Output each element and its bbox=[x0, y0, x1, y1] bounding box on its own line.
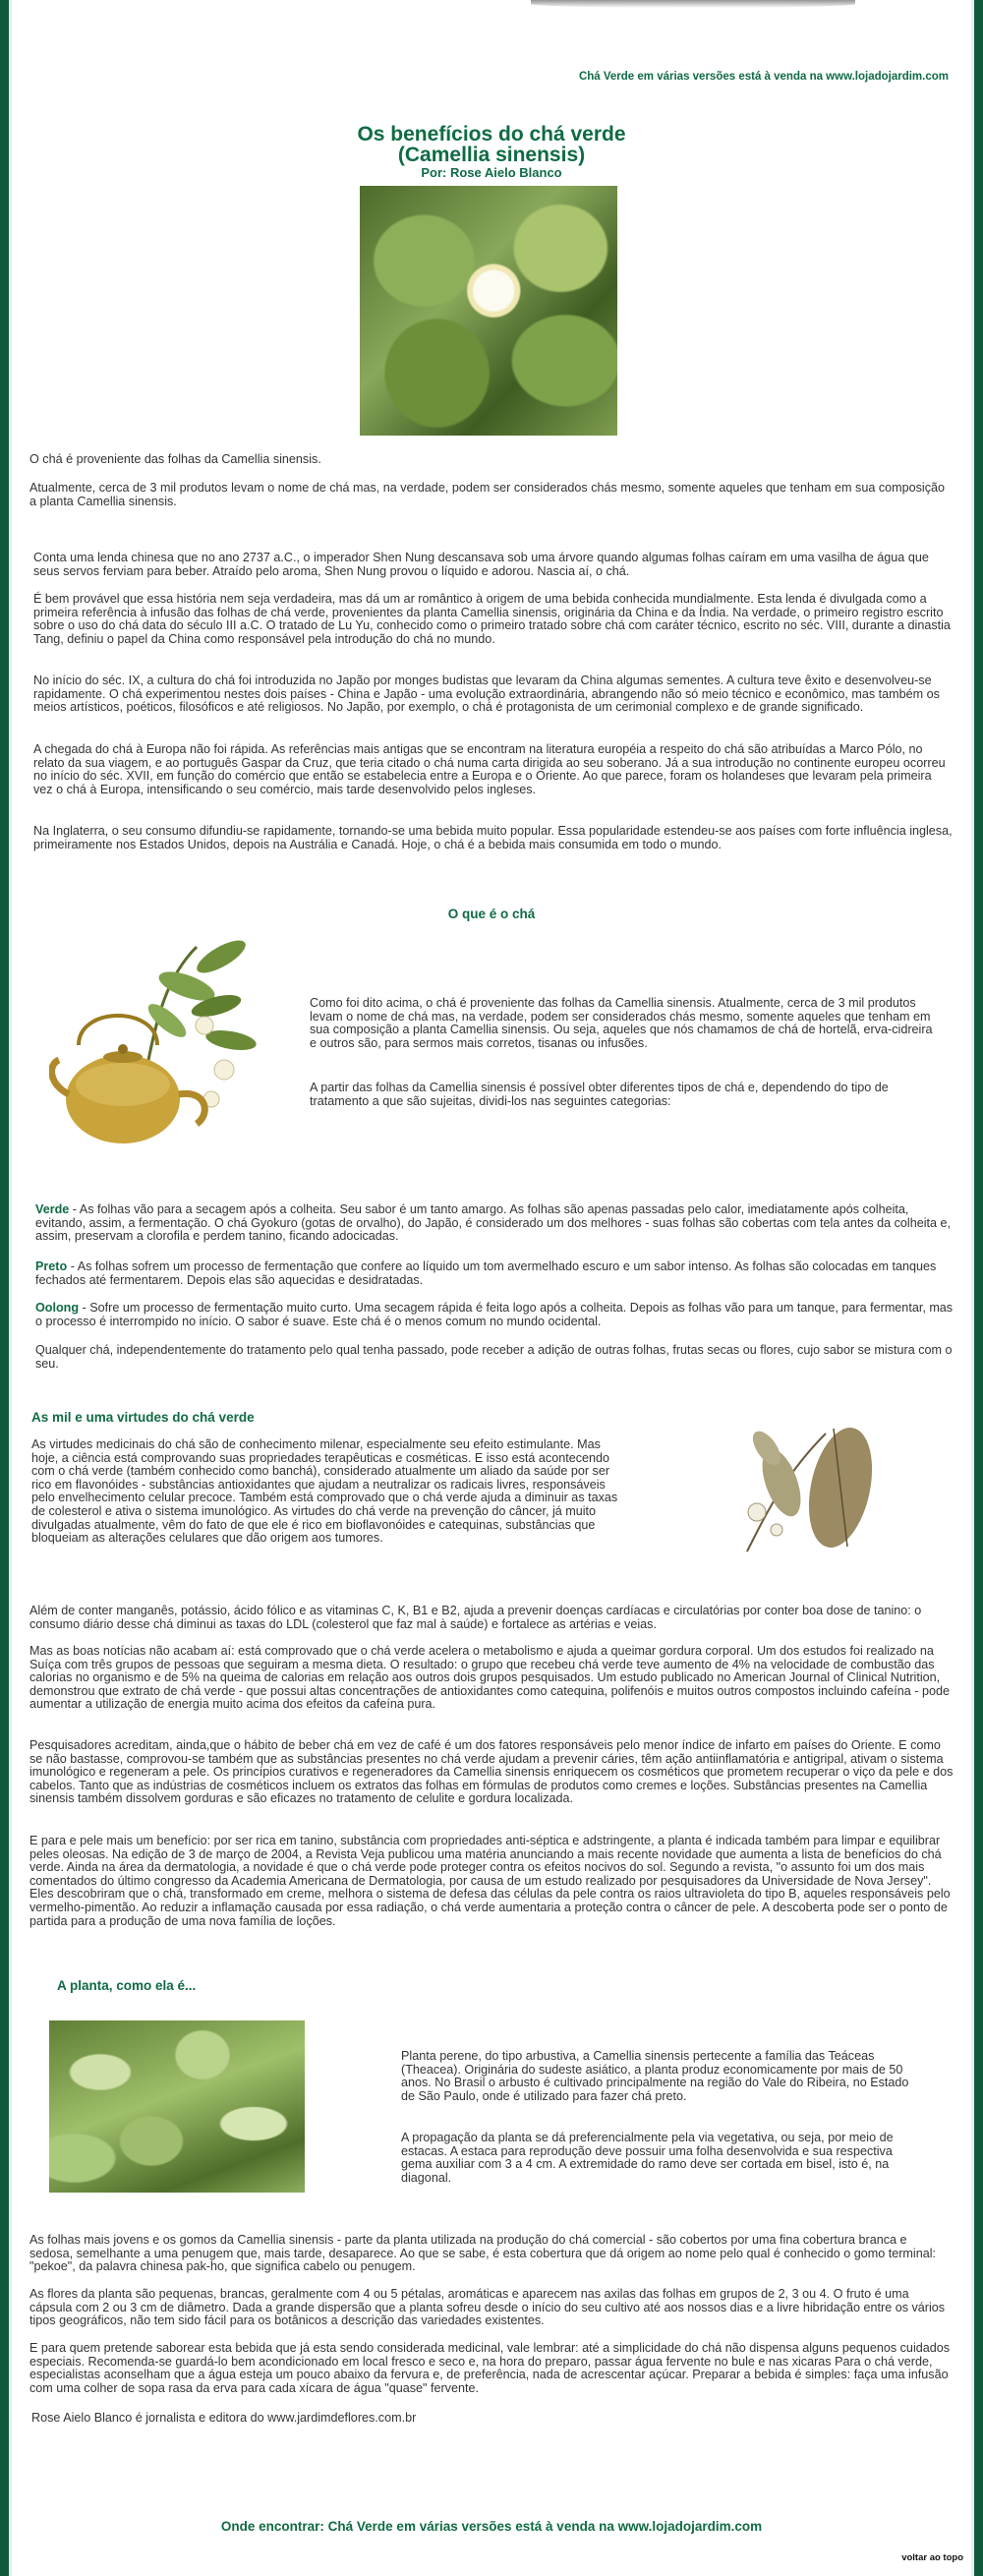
virtues-paragraph-2: Além de conter manganês, potássio, ácido fólico e as vitaminas C, K, B1 e B2, ajuda a prevenir doenças cardíacas e circulatórias por conter boa dose de tanino: o consumo diário desse chá diminui as taxas do LDL (colesterol que faz mal à saúde) e fortalece as artérias e veias. bbox=[29, 1604, 922, 1631]
intro-paragraph-1: O chá é proveniente das folhas da Camellia sinensis. bbox=[29, 452, 321, 466]
virtues-paragraph-4: Pesquisadores acreditam, ainda,que o hábito de beber chá em vez de café é um dos fatores responsáveis pelo menor índice de infarto em países do Oriente. E como se não bastasse, comprovou-se também que as substâncias presentes no chá verde ajudam a prevenir cáries, têm ação antiinflamatória e antigripal, ativam o sistema imunológico e regeneram a pele. Os princípios curativos e regeneradores da Camellia sinensis enriquecem os cosméticos que prometem recuperar o viço da pele e dos cabelos. Tanto que as indústrias de cosméticos incluem os extratos das folhas em fórmulas de produtos como cremes e loções. Substâncias presentes na Camellia sinensis também dissolvem gorduras e são eficazes no tratamento de celulite e gordura localizada. bbox=[29, 1738, 954, 1806]
teapot-illustration bbox=[49, 927, 275, 1173]
tea-types-note: Qualquer chá, independentemente do tratamento pelo qual tenha passado, pode receber a adição de outras folhas, frutas secas ou flores, cujo sabor se mistura com o seu. bbox=[35, 1343, 953, 1371]
author-byline: Por: Rose Aielo Blanco bbox=[421, 165, 562, 180]
tea-plant-photo bbox=[49, 2020, 305, 2193]
tea-leaves-illustration bbox=[727, 1414, 880, 1561]
tea-type-black-text: - As folhas sofrem um processo de fermentação que confere ao líquido um tom avermelhado escuro e um sabor intenso. As folhas são colocadas em tanques fechados até fermentarem. Depois elas são aquecidas e desidratadas. bbox=[35, 1259, 937, 1287]
title-line-2: (Camellia sinensis) bbox=[397, 144, 586, 166]
history-paragraph-4: A chegada do chá à Europa não foi rápida. As referências mais antigas que se encontram na literatura européia a respeito do chá são atribuídas a Marco Pólo, no relato da sua viagem, e ao português Gaspar da Cruz, que teria citado o chá numa carta dirigida ao seu soberano. Já a sua introdução no continente europeu ocorreu no início do séc. XVII, em função do comércio que então se estabelecia entre a Europa e o Oriente. Ao que parece, foram os holandeses que levaram pela primeira vez o chá à Europa, intensificando o seu comércio, mais tarde desenvolvido pelos ingleses. bbox=[33, 742, 946, 796]
history-paragraph-2: É bem provável que essa história nem seja verdadeira, mas dá um ar romântico à origem de uma bebida conhecida mundialmente. Esta lenda é divulgada como a primeira referência à infusão das folhas de chá verde, provenientes da planta Camellia sinensis, originária da China e da Índia. Na verdade, o primeiro registro escrito sobre o uso do chá data do século III a.C. O tratado de Lu Yu, conhecido como o primeiro tratado sobre chá com caráter técnico, escrito no séc. VIII, durante a dinastia Tang, definiu o papel da China como responsável pela introdução do chá no mundo. bbox=[33, 592, 951, 646]
history-paragraph-5: Na Inglaterra, o seu consumo difundiu-se rapidamente, tornando-se uma bebida muito popular. Essa popularidade estendeu-se aos países com forte influência inglesa, primeiramente nos Estados Unidos, depois na Austrália e Canadá. Hoje, o chá é a bebida mais consumida em todo o mundo. bbox=[33, 824, 953, 851]
plant-paragraph-5: E para quem pretende saborear esta bebida que já esta sendo considerada medicinal, vale lembrar: até a simplicidade do chá não dispensa alguns pequenos cuidados especiais. Recomenda-se guardá-lo bem acondicionado em local fresco e seco e, na hora do preparo, passar água fervente no bule e nas xicaras Para o chá verde, especialistas aconselham que a água esteja um pouco abaixo da fervura e, de preferência, nada de acrescentar açúcar. Preparar a bebida é simples: faça uma infusão com uma colher de sopa rasa da erva para cada xícara de água "quase" fervente. bbox=[29, 2341, 951, 2395]
history-paragraph-3: No início do séc. IX, a cultura do chá foi introduzida no Japão por monges budistas que levaram da China algumas sementes. A cultura teve êxito e desenvolveu-se rapidamente. O chá experimentou nestes dois países - China e Japão - uma evolução extraordinária, abrangendo não só meio técnico e econômico, mas também os meios artísticos, poéticos, filosóficos e até religiosos. No Japão, por exemplo, o chá é protagonista de um cerimonial complexo e de grande significado. bbox=[33, 673, 940, 715]
plant-paragraph-2: A propagação da planta se dá preferencialmente pela via vegetativa, ou seja, por meio de estacas. A estaca para reprodução deve possuir uma folha desenvolvida e sua respectiva gema auxiliar com 3 a 4 cm. A extremidade do ramo deve ser cortada em bisel, isto é, na diagonal. bbox=[401, 2131, 894, 2185]
plant-paragraph-1: Planta perene, do tipo arbustiva, a Camellia sinensis pertecente a família das Teáceas (Theacea). Originária do sudeste asiático, a planta produz economicamente por mais de 50 anos. No Brasil o arbusto é cultivado principalmente na região do Vale do Ribeira, no Estado de São Paulo, onde é utilizado para fazer chá preto. bbox=[401, 2049, 909, 2103]
tea-leaves-drawing bbox=[727, 1414, 880, 1561]
back-to-top-link[interactable]: voltar ao topo bbox=[901, 2552, 963, 2563]
intro-paragraph-2: Atualmente, cerca de 3 mil produtos levam o nome de chá mas, na verdade, podem ser considerados chás mesmo, somente aqueles que tenham em sua composição a planta Camellia sinensis. bbox=[29, 481, 946, 508]
tea-type-oolong-text: - Sofre um processo de fermentação muito curto. Uma secagem rápida é feita logo após a colheita. Depois as folhas vão para um tanque, para fermentar, mas o processo é interrompido no início. O sabor é suave. Este chá é o menos comum no mundo ocidental. bbox=[35, 1301, 954, 1328]
camellia-flower-photo bbox=[360, 186, 617, 436]
tea-type-green bbox=[35, 1203, 954, 1244]
bottom-store-link[interactable]: Onde encontrar: Chá Verde em várias versões está à venda na www.lojadojardim.com bbox=[220, 2519, 763, 2534]
tea-type-black bbox=[35, 1260, 954, 1287]
top-shadow-decoration bbox=[531, 0, 855, 8]
left-frame-border bbox=[0, 0, 12, 2576]
tea-type-black-term: Preto bbox=[35, 1259, 68, 1273]
what-is-tea-paragraph-1: Como foi dito acima, o chá é proveniente das folhas da Camellia sinensis. Atualmente, cerca de 3 mil produtos levam o nome de chá mas, na verdade, podem ser considerados chás mesmo, somente aqueles que tenham em sua composição a planta Camellia sinensis. Ou seja, aqueles que nós chamamos de chá de hortelã, erva-cidreira e outros são, para sermos mais corretos, tisanas ou infusões. bbox=[310, 996, 933, 1050]
right-frame-border bbox=[971, 0, 983, 2576]
page-title bbox=[29, 124, 954, 165]
virtues-paragraph-5: E para e pele mais um benefício: por ser rica em tanino, substância com propriedades anti-séptica e adstringente, a planta é indicada também para limpar e equilibrar peles oleosas. Na edição de 3 de março de 2004, a Revista Veja publicou uma matéria anunciando a mais recente novidade que aumenta a lista de benefícios do chá verde. Ainda na área da dermatologia, a novidade é que o chá verde pode proteger contra os efeitos nocivos do sol. Segundo a revista, "o assunto foi um dos mais comentados do último congresso da Academia Americana de Dermatologia, por causa de um estudo realizado por pesquisadores da Universidade de Nova Jersey". Eles descobriram que o chá, transformado em creme, melhora o sistema de defesa das células da pele contra os raios ultravioleta do tipo B, aqueles responsáveis pelo vermelho-pimentão. Ao reduzir a inflamação causada por essa radiação, o chá verde aumentaria a proteção contra o câncer de pele. A descoberta pode ser o ponto de partida para a produção de uma nova família de loções. bbox=[29, 1834, 951, 1928]
plant-paragraph-3: As folhas mais jovens e os gomos da Camellia sinensis - parte da planta utilizada na produção do chá comercial - são cobertos por uma fina cobertura branca e sedosa, semelhante a uma penugem que, mais tarde, desaparece. Ao que se sabe, é esta cobertura que dá origem ao nome pelo qual é conhecido o gomo terminal: "pekoe", da palavra chinesa pak-ho, que significa cabelo ou penugem. bbox=[29, 2233, 937, 2274]
tea-type-green-term: Verde bbox=[35, 1202, 70, 1216]
title-line-1: Os benefícios do chá verde bbox=[357, 123, 626, 146]
what-is-tea-paragraph-2: A partir das folhas da Camellia sinensis é possível obter diferentes tipos de chá e, dependendo do tipo de tratamento a que são sujeitas, dividi-los nas seguintes categorias: bbox=[310, 1081, 889, 1108]
top-store-link[interactable]: Chá Verde em várias versões está à venda na www.lojadojardim.com bbox=[578, 71, 949, 83]
plant-paragraph-4: As flores da planta são pequenas, brancas, geralmente com 4 ou 5 pétalas, aromáticas e aparecem nas axilas das folhas em grupos de 2, 3 ou 4. O fruto é uma cápsula com 2 ou 3 cm de diâmetro. Dada a grande dispersão que a planta sofreu desde o início do seu cultivo até aos nossos dias e a livre hibridação entre os vários tipos geográficos, não tem sido fácil para os botânicos a descrição das variedades existentes. bbox=[29, 2287, 946, 2328]
tea-type-oolong-term: Oolong bbox=[35, 1301, 80, 1315]
history-paragraph-1: Conta uma lenda chinesa que no ano 2737 a.C., o imperador Shen Nung descansava sob uma árvore quando algumas folhas caíram em uma vasilha de água que seus servos ferviam para beber. Atraído pelo aroma, Shen Nung provou o líquido e adorou. Nascia aí, o chá. bbox=[33, 551, 929, 578]
section-title-what-is-tea: O que é o chá bbox=[447, 907, 536, 921]
tea-type-oolong bbox=[35, 1302, 954, 1328]
virtues-paragraph-1: As virtudes medicinais do chá são de conhecimento milenar, especialmente seu efeito estimulante. Mas hoje, a ciência está comprovando suas propriedades terapêuticas e cosméticas. E isso está acontecendo com o chá verde (também conhecido como banchá), considerado atualmente um aliado da saúde por ser rico em flavonóides - substâncias antioxidantes que ajudam a neutralizar os radicais livres, responsáveis pelo envelhecimento celular precoce. Também está comprovado que o chá verde ajuda a diminuir as taxas de colesterol e ativa o sistema imunológico. As virtudes do chá verde na prevenção do câncer, já muito divulgadas atualmente, vêm do fato de que ele é rico em bioflavonóides e catequinas, substâncias que bloqueiam as alterações celulares que dão origem aos tumores. bbox=[31, 1437, 618, 1546]
tea-type-green-text: - As folhas vão para a secagem após a colheita. Seu sabor é um tanto amargo. As folhas são apenas passadas pelo calor, imediatamente após colheita, evitando, assim, a fermentação. O chá Gyokuro (gotas de orvalho), do Japão, é considerado um dos melhores - suas folhas são cobertas com tela antes da colheita e, assim, preservam a clorofila e perdem tanino, ficando adocicadas. bbox=[35, 1202, 952, 1244]
teapot-drawing bbox=[49, 927, 275, 1173]
section-title-virtues: As mil e uma virtudes do chá verde bbox=[31, 1410, 255, 1425]
section-title-the-plant: A planta, como ela é... bbox=[57, 1978, 197, 1993]
virtues-paragraph-3: Mas as boas notícias não acabam aí: está comprovado que o chá verde acelera o metabolismo e ajuda a queimar gordura corporal. Um dos estudos foi realizado na Suíça com três grupos de pessoas que seguiram a mesma dieta. O resultado: o grupo que recebeu chá verde teve aumento de 4% na velocidade de combustão das calorias no organismo e de 5% na queima de calorias em relação aos outros dois grupos pesquisados. Um estudo publicado no American Journal of Clinical Nutrition, demonstrou que extrato de chá verde - que possui altas concentrações de antioxidantes como catequina, polifenóis e muitos outros compostos incluindo cafeína - pode aumentar a utilização de energia muito acima dos efeitos da cafeína pura. bbox=[29, 1644, 951, 1712]
author-note: Rose Aielo Blanco é jornalista e editora do www.jardimdeflores.com.br bbox=[31, 2411, 417, 2425]
